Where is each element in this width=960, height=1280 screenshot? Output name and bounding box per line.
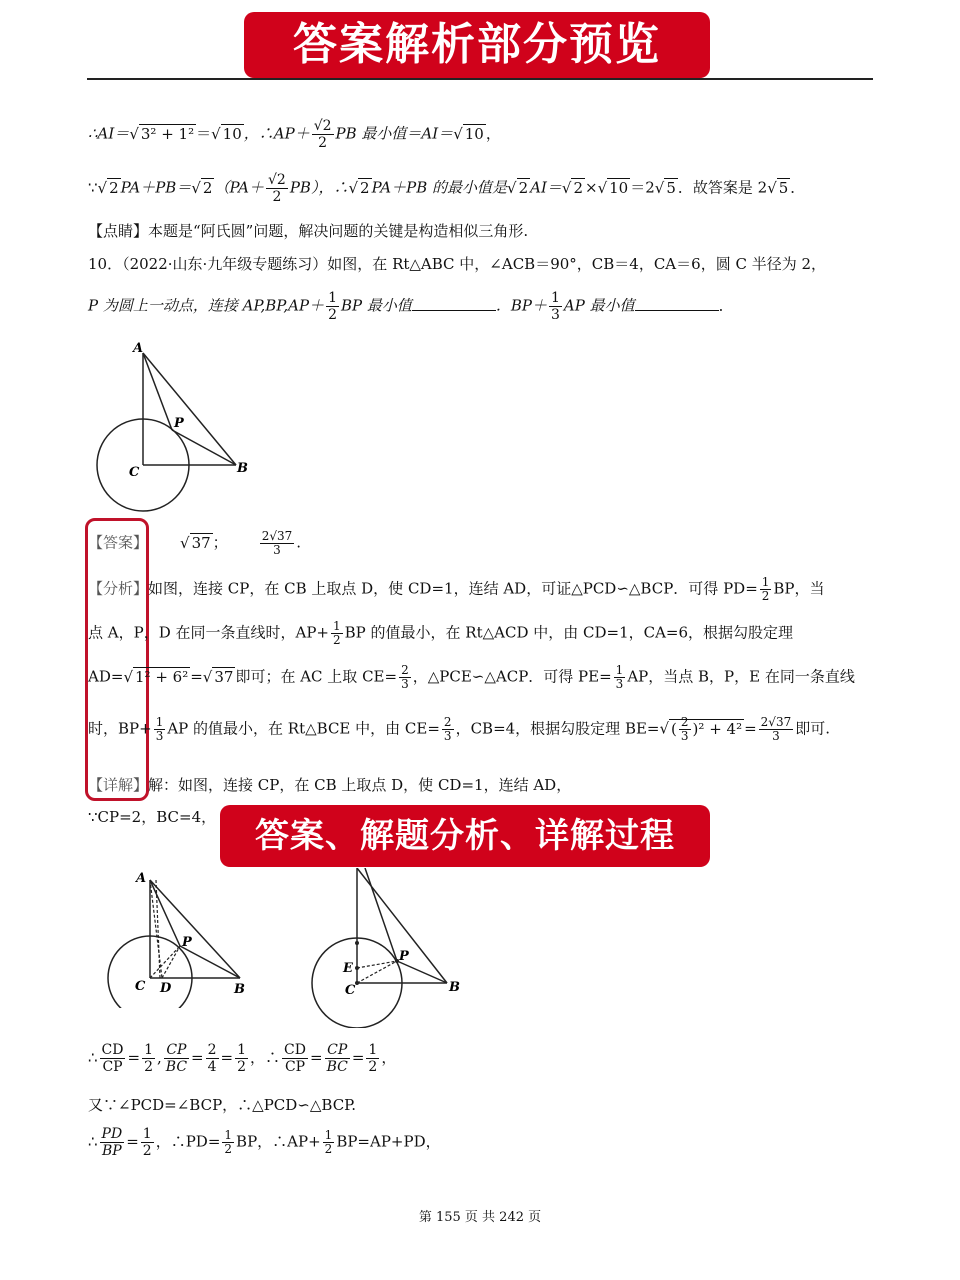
prev-solution-line-2: ∵√ 2 PA＋PB＝√ 2 （PA＋ $\frac{√2}{2}$ PB），∴√ 2 PA＋PB 的最小值是√ 2 AI＝√ 2 ×√ 10 ＝2√ 5 ．故答案是 2√ 5 ． bbox=[88, 172, 806, 205]
derivation-line-2: 又∵∠PCD=∠BCP，∴△PCD∽△BCP. bbox=[88, 1096, 357, 1114]
figure-construction-d bbox=[100, 868, 270, 1008]
banner-answer-preview: 答案解析部分预览 bbox=[244, 12, 710, 78]
fig3-label-c: C bbox=[345, 983, 356, 998]
fig2-label-b: B bbox=[234, 982, 245, 997]
problem-line-1: 10．（2022·山东·九年级专题练习）如图，在 Rt△ABC 中，∠ACB＝90°，CB＝4，CA＝6，圆 C 半径为 2， bbox=[88, 255, 827, 273]
answer-blank-1 bbox=[412, 298, 496, 311]
fig1-label-b: B bbox=[237, 461, 248, 476]
fig1-label-c: C bbox=[129, 465, 140, 480]
derivation-line-3: ∴ $\frac{PD}{BP}$ = $\frac{1}{2}$ ，∴PD= $\frac{1}{2}$ BP，∴AP+ $\frac{1}{2}$ BP=AP+PD， bbox=[88, 1126, 441, 1159]
banner-solution-steps: 答案、解题分析、详解过程 bbox=[220, 805, 710, 867]
problem-line-2: P 为圆上一动点，连接 AP,BP,AP＋ $\frac{1}{2}$ BP 最小值 ．BP＋ $\frac{1}{3}$ AP 最小值 ． bbox=[88, 290, 734, 323]
header-rule bbox=[87, 78, 873, 80]
comment-line: 【点睛】本题是“阿氏圆”问题，解决问题的关键是构造相似三角形. bbox=[88, 222, 529, 240]
figure-triangle-circle bbox=[90, 335, 260, 515]
fig1-label-p: P bbox=[174, 416, 184, 431]
tag-highlight-box bbox=[85, 518, 149, 801]
derivation-line-1: ∴ $\frac{CD}{CP}$ = $\frac{1}{2}$ , $\frac{CP}{BC}$ = $\frac{2}{4}$ = $\frac{1}{2}$ ，∴ $\frac{CD}{CP}$ = $\frac{CP}{BC}$ = $\frac{1}{2}$ ， bbox=[88, 1042, 397, 1075]
fig2-label-d: D bbox=[160, 981, 172, 996]
fig2-label-p: P bbox=[182, 935, 192, 950]
page-footer: 第 155 页 共 242 页 bbox=[418, 1210, 542, 1225]
detail-line-1: 【详解】解：如图，连接 CP，在 CB 上取点 D，使 CD=1，连结 AD， bbox=[88, 776, 572, 794]
fig3-label-b: B bbox=[449, 980, 460, 995]
analysis-line-2: 点 A，P，D 在同一条直线时，AP+ $\frac{1}{2}$ BP 的值最小，在 Rt△ACD 中，由 CD=1，CA=6，根据勾股定理 bbox=[88, 619, 794, 647]
analysis-line-4: 时，BP+ $\frac{1}{3}$ AP 的值最小，在 Rt△BCE 中，由 CE= $\frac{2}{3}$ ，CB=4，根据勾股定理 BE=√ ( $\frac{2}{3}$ )² + 4² = $\frac{2√37}{3}$ 即可. bbox=[88, 715, 831, 743]
analysis-line-3: AD=√ 1² + 6² =√ 37 即可；在 AC 上取 CE= $\frac{2}{3}$ ，△PCE∽△ACP．可得 PE= $\frac{1}{3}$ AP，当点 B，P，E 在同一条直线 bbox=[88, 663, 855, 691]
detail-line-2: ∵CP=2，BC=4， bbox=[88, 808, 217, 826]
answer-blank-2 bbox=[635, 298, 719, 311]
figure-construction-e bbox=[305, 868, 475, 1028]
fig1-label-a: A bbox=[133, 341, 144, 356]
fig2-label-a: A bbox=[136, 871, 147, 886]
prev-solution-line-1: ∴AI＝√ 3² + 1² ＝√ 10 ，∴AP＋ $\frac{√2}{2}$ PB 最小值＝AI＝√ 10 ， bbox=[88, 118, 501, 151]
fig3-label-p: P bbox=[399, 949, 409, 964]
analysis-line-1: 【分析】如图，连接 CP，在 CB 上取点 D，使 CD=1，连结 AD，可证△PCD∽△BCP．可得 PD= $\frac{1}{2}$ BP，当 bbox=[88, 575, 825, 603]
fig2-label-c: C bbox=[135, 979, 146, 994]
fig3-label-e: E bbox=[343, 961, 353, 976]
answer-line: 【答案】 √ 37 ； $\frac{2√37}{3}$ . bbox=[88, 529, 302, 557]
